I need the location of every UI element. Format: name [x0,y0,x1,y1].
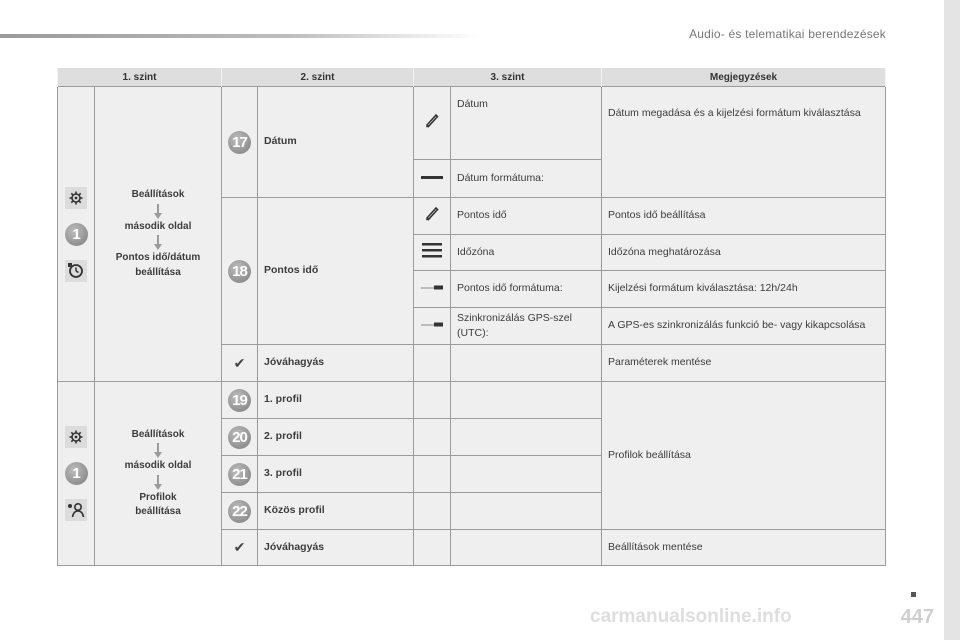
note-cell: Profilok beállítása [602,382,886,530]
badge-cell [222,493,258,530]
check-cell [222,345,258,382]
flow-arrow-icon [154,452,162,458]
note-cell: Pontos idő beállítása [602,198,886,235]
step-badge: 20 [228,426,251,449]
note-cell: Kijelzési formátum kiválasztása: 12h/24h [602,271,886,308]
icon-cell [414,235,451,271]
step-badge: 22 [228,500,251,523]
flow-step-target: Pontos idő/dátum beállítása [115,252,201,278]
top-gradient-bar [0,34,480,38]
section-title: Audio- és telematikai berendezések [689,27,886,41]
row-label-profile-3: 3. profil [258,456,414,493]
note-cell: Paraméterek mentése [602,345,886,382]
badge-cell [222,87,258,198]
badge-cell [222,419,258,456]
check-cell [222,530,258,566]
toggle-icon [421,282,443,294]
col-header-level3: 3. szint [414,68,602,87]
pencil-icon [424,119,440,131]
icon-cell [414,87,451,160]
flow-arrow-icon [154,213,162,219]
empty-cell [451,456,602,493]
gear-icon [65,187,87,209]
badge-cell [222,456,258,493]
checkmark-icon: ✔ [233,539,246,556]
settings-table [57,68,886,566]
section2-flow [95,382,222,566]
flow-step-second-page: második oldal [124,220,192,232]
badge-cell [222,382,258,419]
sub-label: Dátum [451,87,602,160]
note-cell: Dátum megadása és a kijelzési formátum kiválasztása [602,87,886,198]
row-label-common-profile: Közös profil [258,493,414,530]
empty-cell [414,493,451,530]
note-cell: Beállítások mentése [602,530,886,566]
icon-cell [414,160,451,198]
icon-cell [414,198,451,235]
section1-flow [95,87,222,382]
row-label-datum: Dátum [258,87,414,198]
sub-label: Időzóna [451,235,602,271]
row-label-confirm: Jóváhagyás [258,345,414,382]
empty-cell [451,419,602,456]
empty-cell [414,345,451,382]
flow-step-settings: Beállítások [131,189,185,200]
note-cell: Időzóna meghatározása [602,235,886,271]
toggle-icon [421,319,443,331]
sub-label: Szinkronizálás GPS-szel (UTC): [451,308,602,345]
step-badge: 17 [228,131,251,154]
flow-arrow-icon [154,484,162,490]
sub-label: Dátum formátuma: [451,160,602,198]
col-header-level2: 2. szint [222,68,414,87]
step-badge: 18 [228,260,251,283]
icon-cell [414,308,451,345]
table-row [58,382,886,419]
bar-icon [421,172,443,184]
icon-cell [414,271,451,308]
row-label-pontos-ido: Pontos idő [258,198,414,345]
step-badge: 1 [65,223,88,246]
empty-cell [414,456,451,493]
gear-icon [65,426,87,448]
empty-cell [414,382,451,419]
col-header-notes: Megjegyzések [602,68,886,87]
sub-label: Pontos idő formátuma: [451,271,602,308]
step-badge: 21 [228,463,251,486]
list-icon [422,249,442,261]
section2-icons [58,382,95,566]
empty-cell [451,345,602,382]
step-badge: 19 [228,389,251,412]
badge-cell [222,198,258,345]
sub-label: Pontos idő [451,198,602,235]
step-badge: 1 [65,462,88,485]
empty-cell [414,530,451,566]
watermark: carmanualsonline.info [590,606,792,627]
section1-icons [58,87,95,382]
empty-cell [451,382,602,419]
pencil-icon [424,212,440,224]
empty-cell [451,530,602,566]
checkmark-icon: ✔ [233,354,246,371]
row-label-profile-1: 1. profil [258,382,414,419]
clock-settings-icon [65,260,87,282]
table-row [58,87,886,160]
page-number: 447 [900,606,934,628]
row-label-profile-2: 2. profil [258,419,414,456]
row-label-confirm: Jóváhagyás [258,530,414,566]
page-marker [911,592,916,597]
empty-cell [414,419,451,456]
table-header-row [58,68,886,87]
col-header-level1: 1. szint [58,68,222,87]
empty-cell [451,493,602,530]
flow-step-second-page: második oldal [124,460,192,471]
flow-step-settings: Beállítások [131,428,185,440]
note-cell: A GPS-es szinkronizálás funkció be- vagy kikapcsolása [602,308,886,345]
page-edge-strip [944,0,960,640]
flow-arrow-icon [154,244,162,250]
flow-step-target: Profilok beállítása [135,491,181,517]
profile-settings-icon [65,499,87,521]
